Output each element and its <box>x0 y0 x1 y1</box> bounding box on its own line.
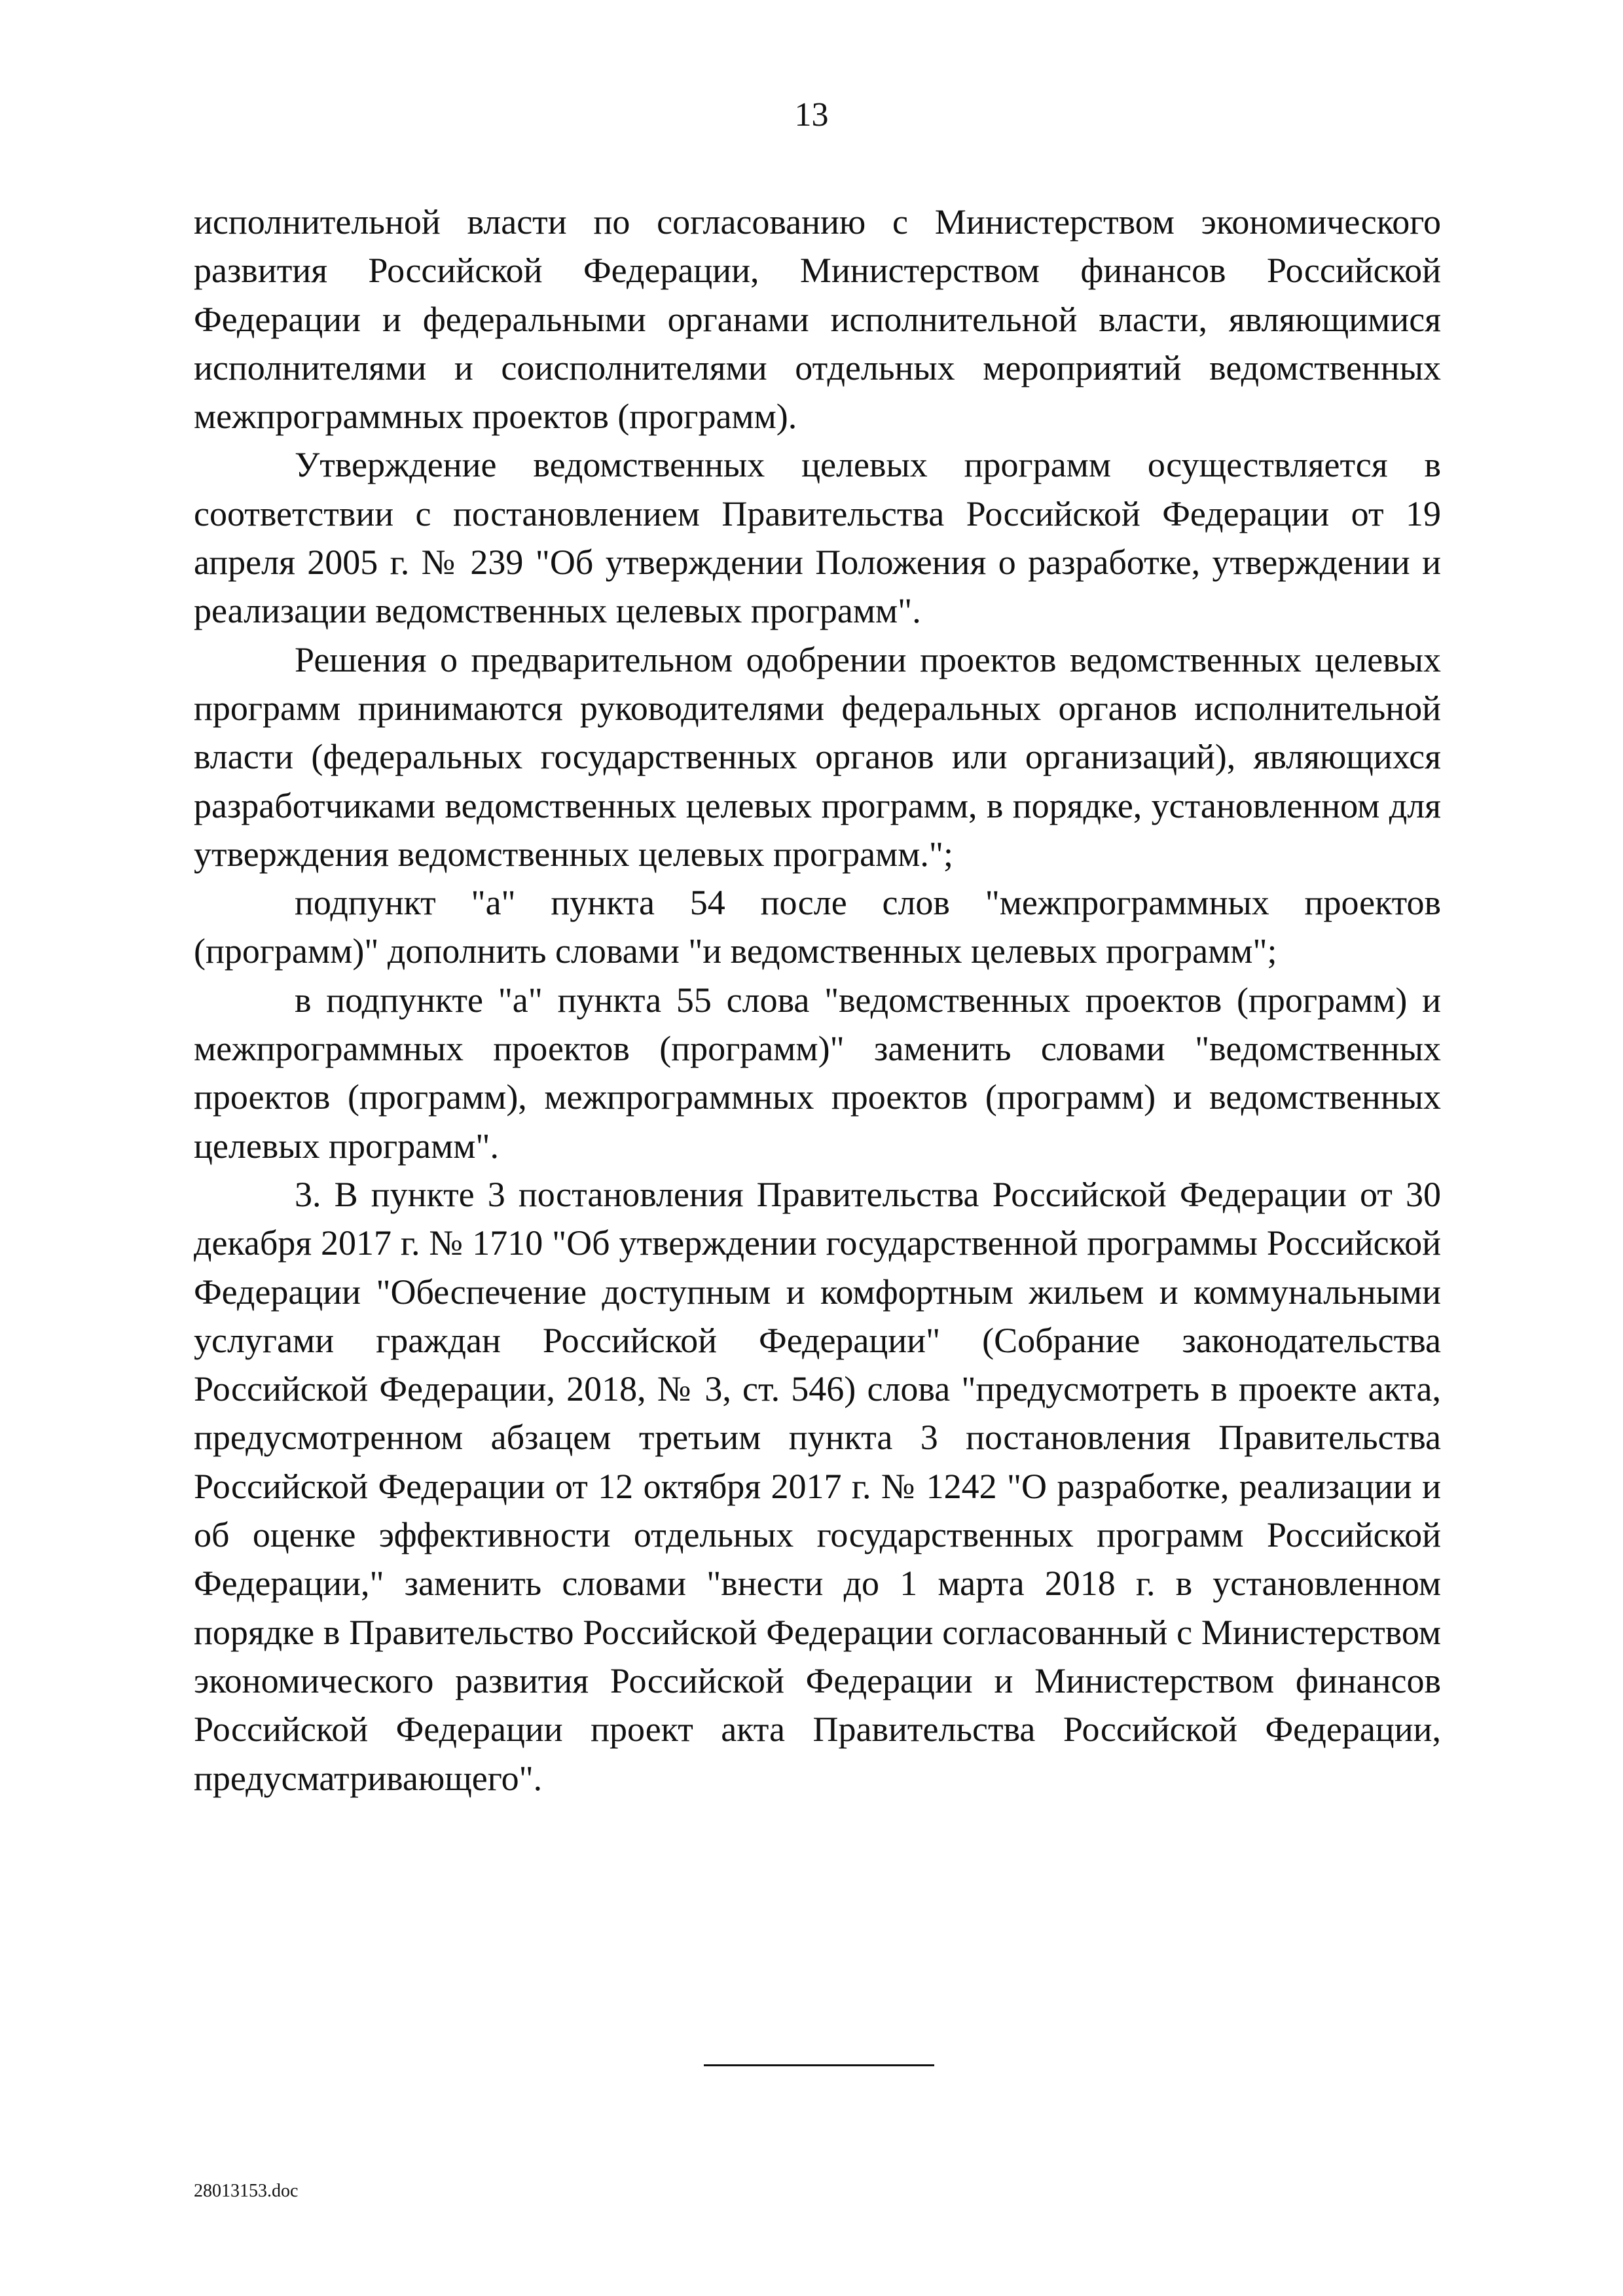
paragraph-approval-of-programs: Утверждение ведомственных целевых программ осуществляется в соответствии с постановлением Правительства Российской Федерации от 19 апреля 2005 г. № 239 "Об утверждении Положения о разработке, утверждении и реализации ведомственных целевых программ". <box>194 445 1441 631</box>
paragraph-point-3: 3. В пункте 3 постановления Правительства Российской Федерации от 30 декабря 2017 г. № 1710 "Об утверждении государственной программы Российской Федерации "Обеспечение доступным и комфортным жильем и коммунальными услугами граждан Российской Федерации" (Собрание законодательства Российской Федерации, 2018, № 3, ст. 546) слова "предусмотреть в проекте акта, предусмотренном абзацем третьим пункта 3 постановления Правительства Российской Федерации от 12 октября 2017 г. № 1242 "О разработке, реализации и об оценке эффективности отдельных государственных программ Российской Федерации," заменить словами "внести до 1 марта 2018 г. в установленном порядке в Правительство Российской Федерации согласованный с Министерством экономического развития Российской Федерации и Министерством финансов Российской Федерации проект акта Правительства Российской Федерации, предусматривающего". <box>194 1174 1441 1798</box>
footer-filename: 28013153.doc <box>194 2181 299 2201</box>
paragraph-preliminary-approval: Решения о предварительном одобрении проектов ведомственных целевых программ принимаются руководителями федеральных органов исполнительной власти (федеральных государственных органов или организаций), являющихся разработчиками ведомственных целевых программ, в порядке, установленном для утверждения ведомственных целевых программ."; <box>194 639 1441 874</box>
paragraph-subpoint-55: в подпункте "а" пункта 55 слова "ведомственных проектов (программ) и межпрограммных проектов (программ)" заменить словами "ведомственных проектов (программ), межпрограммных проектов (программ) и ведомственных целевых программ". <box>194 980 1441 1166</box>
paragraph-continuation: исполнительной власти по согласованию с Министерством экономического развития Российской Федерации, Министерством финансов Российской Федерации и федеральными органами исполнительной власти, являющимися исполнителями и соисполнителями отдельных мероприятий ведомственных межпрограммных проектов (программ). <box>194 202 1441 437</box>
closing-rule <box>704 2064 934 2066</box>
paragraph-subpoint-54: подпункт "а" пункта 54 после слов "межпрограммных проектов (программ)" дополнить словами "и ведомственных целевых программ"; <box>194 883 1441 971</box>
document-body <box>194 198 1441 1803</box>
page-number: 13 <box>794 96 829 134</box>
